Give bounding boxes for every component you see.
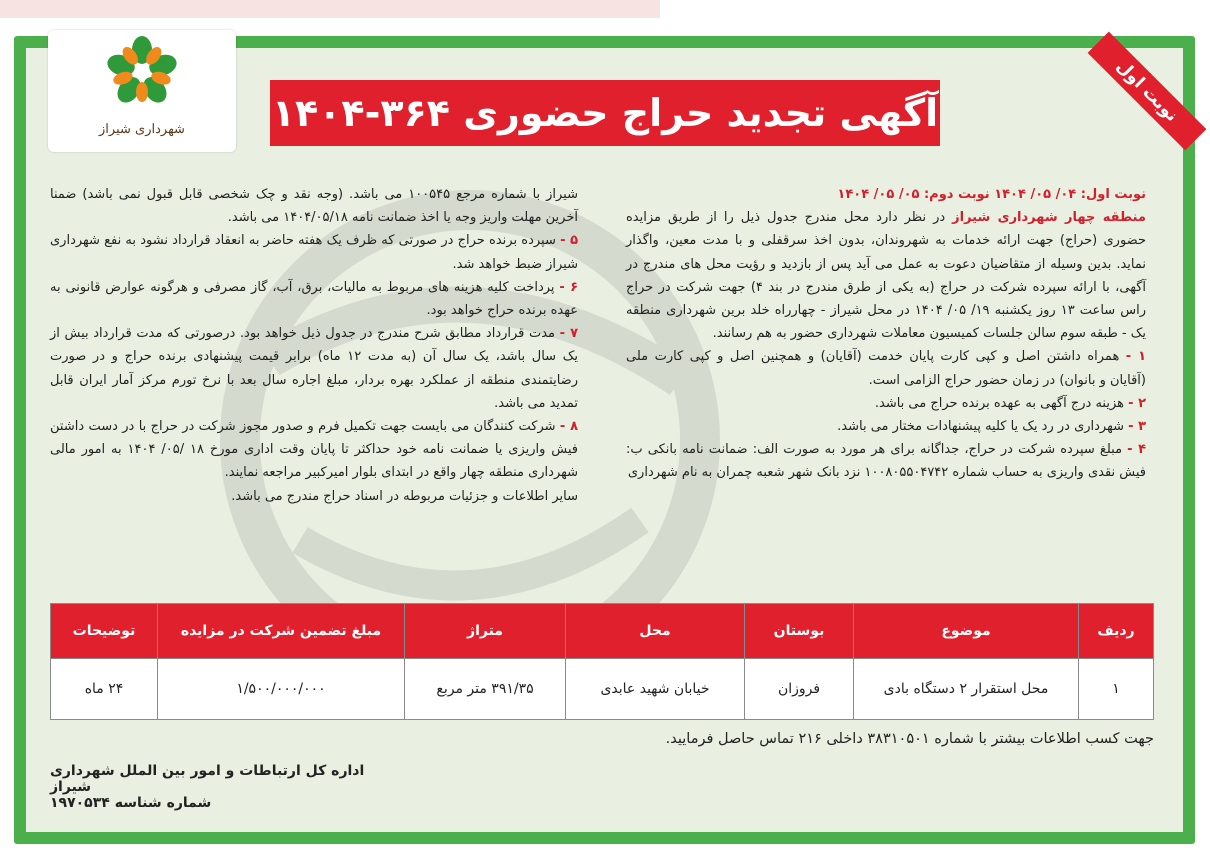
clause-number: ۷ -	[559, 326, 578, 342]
top-strip	[0, 0, 1210, 34]
notice-dates: نوبت اول: ۰۴/ ۰۵/ ۱۴۰۴ نوبت دوم: ۰۵/ ۰۵/ ۱۴۰۴	[837, 187, 1146, 202]
intro-text: در نظر دارد محل مندرج جدول ذیل را از طریق مزایده حضوری (حراج) جهت ارائه خدمات به شهروندان، بدون اخذ سرقفلی و با مدت معین، واگذار نماید. بدین وسیله از متقاضیان دعوت به عمل می آید پس از بازدید و رؤیت محل های مندرج در آگهی، با ارائه سپرده شرکت در حراج (به یکی از طرق مندرج در بند ۴) جهت شرکت در حراج راس ساعت ۱۳ روز یکشنبه ۱۹/ ۰۵/ ۱۴۰۴ در محل شیراز - چهارراه خلد برین شهرداری منطقه یک - طبقه سوم سالن جلسات کمیسیون معاملات شهرداری حضور به هم رسانند.	[626, 210, 1146, 342]
clause-item	[626, 345, 1146, 391]
contact-line: جهت کسب اطلاعات بیشتر با شماره ۳۸۳۱۰۵۰۱ داخلی ۲۱۶ تماس حاصل فرمایید.	[665, 731, 1154, 747]
header-subject: موضوع	[854, 604, 1079, 659]
clause-text: شرکت کنندگان می بایست جهت تکمیل فرم و صدور مجوز شرکت در حراج با در دست داشتن فیش واریزی یا ضمانت نامه خود حداکثر تا پایان وقت اداری مورخ ۱۸ /۰۵/ ۱۴۰۴ به امور مالی شهرداری منطقه چهار واقع در ابتدای بلوار امیرکبیر مراجعه نمایند.	[50, 419, 579, 481]
right-column	[626, 183, 1146, 485]
signature-id: شماره شناسه ۱۹۷۰۵۳۴	[50, 795, 212, 811]
clause-number: ۸ -	[559, 419, 578, 435]
clause-number: ۶ -	[559, 279, 579, 295]
intro-paragraph	[626, 206, 1146, 345]
cell-area: ۳۹۱/۳۵ متر مربع	[405, 659, 566, 720]
notice-title: آگهی تجدید حراج حضوری ۳۶۴-۱۴۰۴	[270, 80, 940, 146]
top-ghost-band	[0, 0, 660, 18]
clause-text: شهرداری در رد یک یا کلیه پیشنهادات مختار می باشد.	[837, 419, 1124, 435]
cell-subject: محل استقرار ۲ دستگاه بادی	[854, 659, 1079, 720]
table-header-row	[51, 604, 1154, 659]
clause-item	[50, 322, 578, 415]
logo-caption: شهرداری شیراز	[99, 122, 185, 137]
cell-guarantee: ۱/۵۰۰/۰۰۰/۰۰۰	[158, 659, 405, 720]
clause-text: مدت قرارداد مطابق شرح مندرج در جدول ذیل خواهد بود. درصورتی که مدت قرارداد بیش از یک سال باشد، یک سال آن (به مدت ۱۲ ماه) برابر قیمت پیشنهادی برنده حراج و در صورت رضایتمندی منطقه از عملکرد بهره بردار، مبلغ اجاره سال بعد با نرخ تورم مرکز آمار ایران قابل تمدید می باشد.	[50, 326, 578, 411]
clause-item	[50, 415, 578, 485]
cell-location: خیابان شهید عابدی	[566, 659, 745, 720]
clause-number: ۴ -	[1127, 442, 1147, 458]
clause-number: ۳ -	[1128, 419, 1146, 435]
left-column	[50, 183, 578, 508]
municipality-logo	[48, 30, 236, 152]
auction-table	[50, 603, 1154, 720]
header-location: محل	[566, 604, 745, 659]
cell-row-no: ۱	[1079, 659, 1154, 720]
cell-notes: ۲۴ ماه	[51, 659, 158, 720]
round-ribbon: نوبت اول	[1088, 32, 1207, 151]
clause-text: هزینه درج آگهی به عهده برنده حراج می باشد.	[874, 395, 1124, 411]
header-guarantee: مبلغ تضمین شرکت در مزایده	[158, 604, 405, 659]
clause-item	[50, 276, 578, 322]
clause-text: مبلغ سپرده شرکت در حراج، جداگانه برای هر مورد به صورت الف: ضمانت نامه بانکی ب: فیش نقدی واریزی به حساب شماره ۱۰۰۸۰۵۵۰۴۷۴۲ نزد بانک شهر شعبه چمران به نام شهرداری	[626, 442, 1146, 481]
header-notes: توضیحات	[51, 604, 158, 659]
clause-item	[626, 392, 1146, 415]
clause-text: پرداخت کلیه هزینه های مربوط به مالیات، برق، آب، گاز مصرفی و هرگونه عوارض قانونی به عهده برنده حراج خواهد بود.	[50, 279, 578, 319]
closing-line: سایر اطلاعات و جزئیات مربوطه در اسناد حراج مندرج می باشد.	[231, 488, 578, 504]
clause-text: همراه داشتن اصل و کپی کارت پایان خدمت (آقایان) و همچنین اصل و کپی کارت ملی (آقایان و بانوان) در زمان حضور حراج الزامی است.	[626, 349, 1146, 388]
clause-item	[626, 438, 1146, 484]
header-row-no: ردیف	[1079, 604, 1154, 659]
clause-number: ۲ -	[1128, 395, 1146, 411]
flower-logo-icon	[48, 30, 236, 122]
clause-text: سپرده برنده حراج در صورتی که ظرف یک هفته حاضر به انعقاد قرارداد نشود به نفع شهرداری شیراز ضبط خواهد شد.	[50, 233, 578, 272]
header-park: بوستان	[745, 604, 854, 659]
signature-office: اداره کل ارتباطات و امور بین الملل شهرداری شیراز	[50, 763, 365, 795]
cell-park: فروزان	[745, 659, 854, 720]
intro-highlight: منطقه چهار شهرداری شیراز	[952, 210, 1146, 226]
header-area: متراژ	[405, 604, 566, 659]
clause-number: ۵ -	[560, 233, 579, 249]
table-row	[51, 659, 1154, 720]
continuation-text: شیراز با شماره مرجع ۱۰۰۵۴۵ می باشد. (وجه نقد و چک شخصی قابل قبول نمی باشد) ضمنا آخرین مهلت واریز وجه یا اخذ ضمانت نامه ۱۴۰۴/۰۵/۱۸ می باشد.	[50, 187, 578, 226]
clause-item	[626, 415, 1146, 438]
clause-item	[50, 229, 578, 275]
clause-number: ۱ -	[1125, 349, 1147, 365]
